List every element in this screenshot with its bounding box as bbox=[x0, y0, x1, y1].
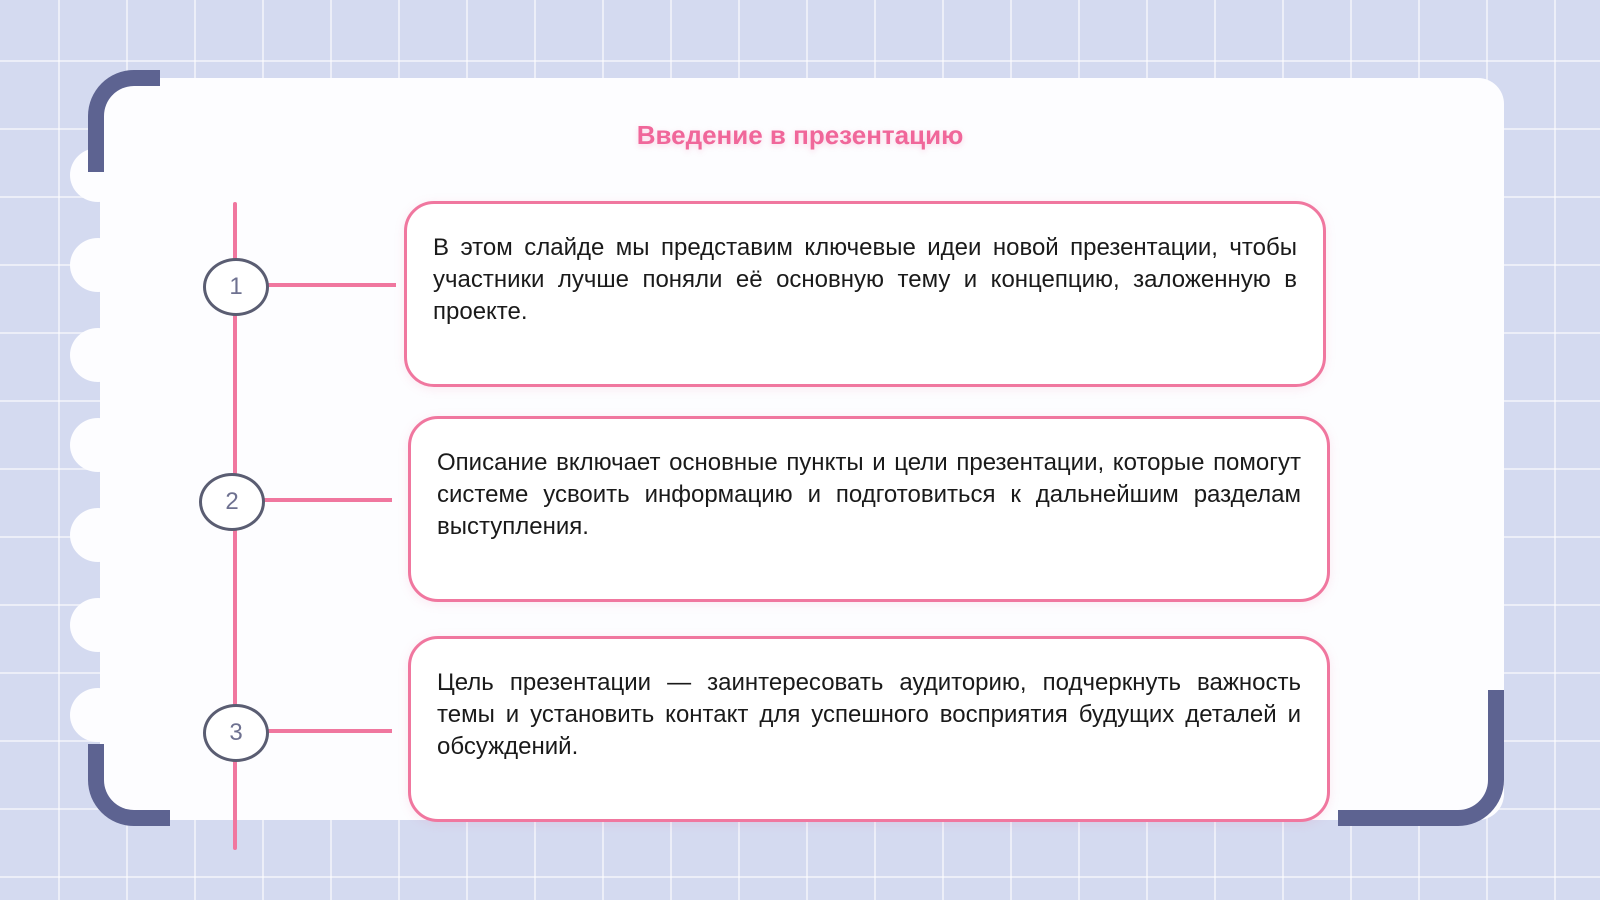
notebook-tab bbox=[70, 598, 126, 652]
step-text-1: В этом слайде мы представим ключевые идеи новой презентации, чтобы участники лучше поняли её основную тему и концепцию, заложенную в проекте. bbox=[433, 234, 1297, 325]
notebook-tab bbox=[70, 688, 126, 742]
frame-corner-bottom-left bbox=[88, 744, 170, 826]
step-box-1 bbox=[404, 201, 1326, 387]
notebook-tab bbox=[70, 238, 126, 292]
step-text-2: Описание включает основные пункты и цели презентации, которые помогут системе усвоить информацию и подготовиться к дальнейшим разделам выступления. bbox=[437, 449, 1301, 540]
step-number-3: 3 bbox=[203, 704, 269, 762]
timeline-connector-3 bbox=[268, 729, 392, 733]
step-text-3: Цель презентации — заинтересовать аудиторию, подчеркнуть важность темы и установить контакт для успешного восприятия будущих деталей и обсуждений. bbox=[437, 669, 1301, 760]
notebook-tab bbox=[70, 508, 126, 562]
slide-title: Введение в презентацию bbox=[636, 120, 964, 150]
frame-corner-top-left bbox=[88, 70, 160, 172]
notebook-tab bbox=[70, 418, 126, 472]
step-box-3 bbox=[408, 636, 1330, 822]
timeline-connector-1 bbox=[268, 283, 396, 287]
step-box-2 bbox=[408, 416, 1330, 602]
timeline-connector-2 bbox=[264, 498, 392, 502]
step-number-1: 1 bbox=[203, 258, 269, 316]
step-number-2: 2 bbox=[199, 473, 265, 531]
frame-corner-bottom-right bbox=[1338, 690, 1504, 826]
notebook-tab bbox=[70, 328, 126, 382]
